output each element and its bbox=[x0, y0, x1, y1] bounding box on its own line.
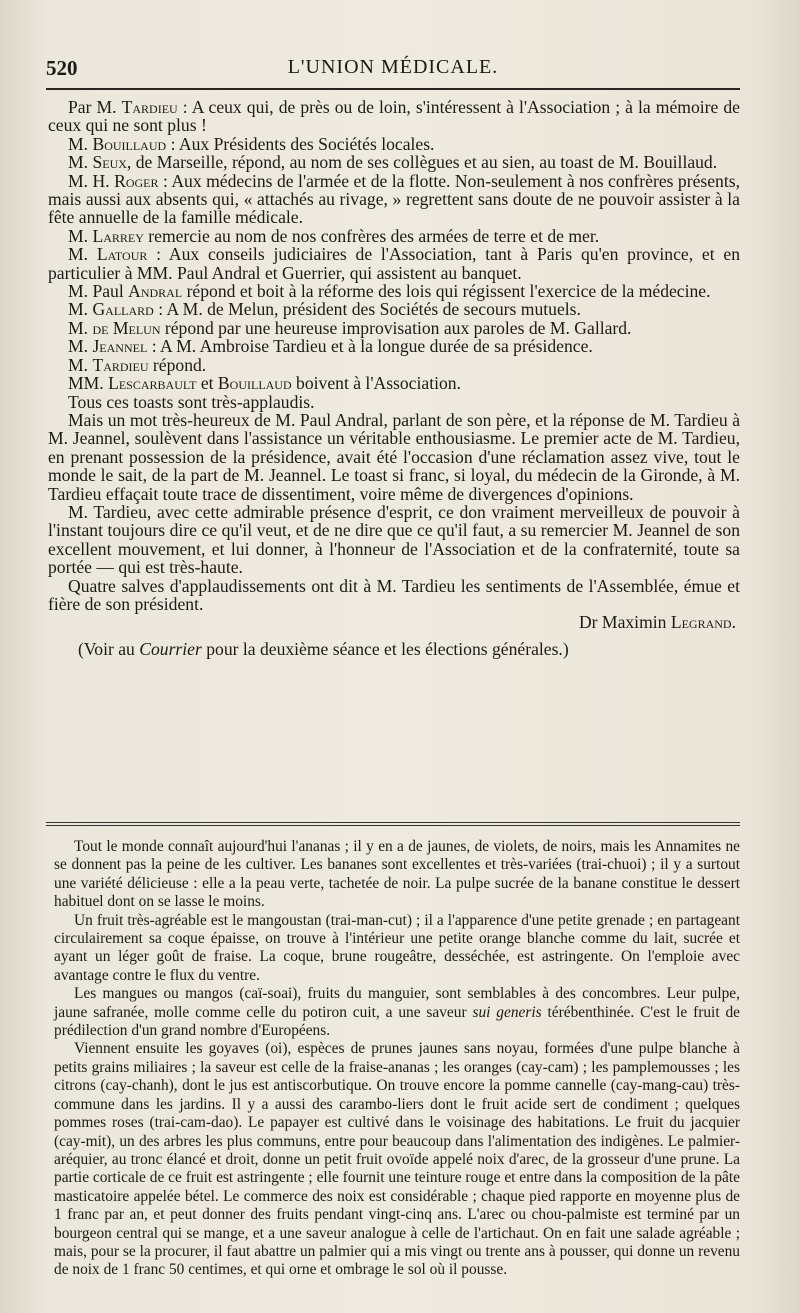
feuilleton-paragraph: Les mangues ou mangos (caï-soai), fruits du manguier, sont semblables à des concombres. Leur pulpe, jaune safranée, molle comme celle du potiron cuit, a une saveur sui generis térébenthinée. C'est le fruit de prédilection d'un grand nombre d'Européens. bbox=[54, 985, 741, 1040]
paragraph: M. Tardieu, avec cette admirable présence d'esprit, ce don vraiment merveilleux de pouvoir à l'instant toujours dire ce qu'il veut, et de ne dire que ce qu'il faut, a su remercier M. Jeannel de son excellent mouvement, et lui donner, à l'honneur de l'Association et de la confraternité, toute sa portée — qui est très-haute. bbox=[48, 501, 740, 578]
toast-line: M. Seux, de Marseille, répond, au nom de ses collègues et au sien, au toast de M. Bouillaud. bbox=[68, 152, 718, 173]
paragraph: Mais un mot très-heureux de M. Paul Andral, parlant de son père, et la réponse de M. Tardieu à M. Jeannel, soulèvent dans l'assistance un véritable enthousiasme. Le premier acte de M. Tardieu, en prenant possession de la présidence, avait été l'occasion d'une réclamation assez vive, tout le monde le sait, de la part de M. Jeannel. Le toast si franc, si loyal, du médecin de la Gironde, à M. Tardieu effaçait toute trace de dissentiment, voire même de divergences d'opinions. bbox=[48, 409, 740, 504]
page-header bbox=[46, 56, 740, 86]
toast-line: M. de Melun répond par une heureuse improvisation aux paroles de M. Gallard. bbox=[68, 317, 632, 338]
feuilleton-paragraph: Un fruit très-agréable est le mangoustan (trai-man-cut) ; il a l'apparence d'une petite grenade ; en partageant circulairement sa coque épaisse, on trouve à l'intérieur une petite orange blanche comme du lait, sucrée et ayant un léger goût de fraise. La coque, brune rougeâtre, desséchée, est astringente. On l'emploie avec avantage contre le flux du ventre. bbox=[54, 911, 740, 984]
toast-line: M. Larrey remercie au nom de nos confrères des armées de terre et de mer. bbox=[68, 225, 600, 246]
page-number: 520 bbox=[46, 56, 78, 80]
feuilleton-paragraph: Tout le monde connaît aujourd'hui l'ananas ; il y en a de jaunes, de violets, de noirs, mais les Annamites ne se donnent pas la peine de les cultiver. Les bananes sont excellentes et très-variées (trai-chuoi) ; il y a surtout une variété délicieuse : elle a la peau verte, tachetée de noir. La pulpe sucrée de la banane constitue le dessert habituel dont on se lasse le moins. bbox=[54, 838, 740, 911]
article-body bbox=[48, 98, 740, 658]
running-title: L'UNION MÉDICALE. bbox=[287, 56, 499, 78]
paragraph: Quatre salves d'applaudissements ont dit à M. Tardieu les sentiments de l'Assemblée, émue et fière de son président. bbox=[48, 575, 740, 614]
toast-line: M. Latour : Aux conseils judiciaires de l'Association, tant à Paris qu'en province, et en particulier à MM. Paul Andral et Guerrier, qui assistent au banquet. bbox=[48, 244, 740, 283]
editor-note: (Voir au Courrier pour la deuxième séance et les élections générales.) bbox=[78, 638, 569, 659]
signature: Dr Maximin Legrand. bbox=[578, 612, 736, 633]
toast-line: M. Gallard : A M. de Melun, président des Sociétés de secours mutuels. bbox=[68, 299, 581, 320]
toast-line: M. Bouillaud : Aux Présidents des Sociétés locales. bbox=[68, 133, 435, 154]
toast-line: M. Jeannel : A M. Ambroise Tardieu et à la longue durée de sa présidence. bbox=[68, 336, 593, 357]
feuilleton-paragraph: Viennent ensuite les goyaves (oi), espèces de prunes jaunes sans noyau, formées d'une pulpe blanche à petits grains miliaires ; la saveur est celle de la fraise-ananas ; les oranges (cay-cam) ; les pamplemousses ; les citrons (cay-chanh), dont le jus est antiscorbutique. On trouve encore la pomme cannelle (cay-mang-cau) très-commune dans les jardins. Il y a aussi des carambo-liers dont le fruit acide sert de condiment ; quelques pommes roses (trai-cam-dao). Le papayer est cultivé dans le voisinage des habitations. Le fruit du jacquier (cay-mit), un des arbres les plus communs, entre pour beaucoup dans l'alimentation des indigènes. Le palmier-aréquier, au tronc élancé et droit, donne un petit fruit ovoïde appelé noix d'arec, de la grosseur d'une prune. La partie corticale de ce fruit est astringente ; elle fournit une teinture rouge et entre dans la composition de la pâte masticatoire appelée bétel. Le commerce des noix est considérable ; chaque pied rapporte en moyenne plus de 1 franc par an, et peut donner des fruits pendant vingt-cinq ans. L'arec ou chou-palmiste est terminé par un bourgeon central qui se mange, et a une saveur analogue à celle de l'artichaut. On en fait une salade agréable ; mais, pour se la procurer, il faut abattre un palmier qui a mis vingt ou trente ans à pousser, qui donne un revenu de noix de 1 franc 50 centimes, et qui orne et ombrage le sol où il pousse. bbox=[54, 1040, 740, 1279]
toast-line: M. Tardieu répond. bbox=[68, 354, 207, 375]
toast-line: MM. Lescarbault et Bouillaud boivent à l'Association. bbox=[68, 373, 461, 394]
toast-line: M. Paul Andral répond et boit à la réforme des lois qui régissent l'exercice de la médecine. bbox=[68, 281, 711, 302]
paragraph: Tous ces toasts sont très-applaudis. bbox=[68, 391, 315, 412]
toast-line: Par M. Tardieu : A ceux qui, de près ou de loin, s'intéressent à l'Association ; à la mémoire de ceux qui ne sont plus ! bbox=[48, 97, 740, 136]
toast-line: M. H. Roger : Aux médecins de l'armée et de la flotte. Non-seulement à nos confrères présents, mais aussi aux absents qui, « attachés au rivage, » regrettent sans doute de ne pouvoir assister à la fête annuelle de la famille médicale. bbox=[48, 170, 740, 228]
feuilleton-section bbox=[54, 838, 740, 1280]
feuilleton-rule bbox=[46, 822, 740, 826]
header-rule bbox=[46, 88, 740, 90]
